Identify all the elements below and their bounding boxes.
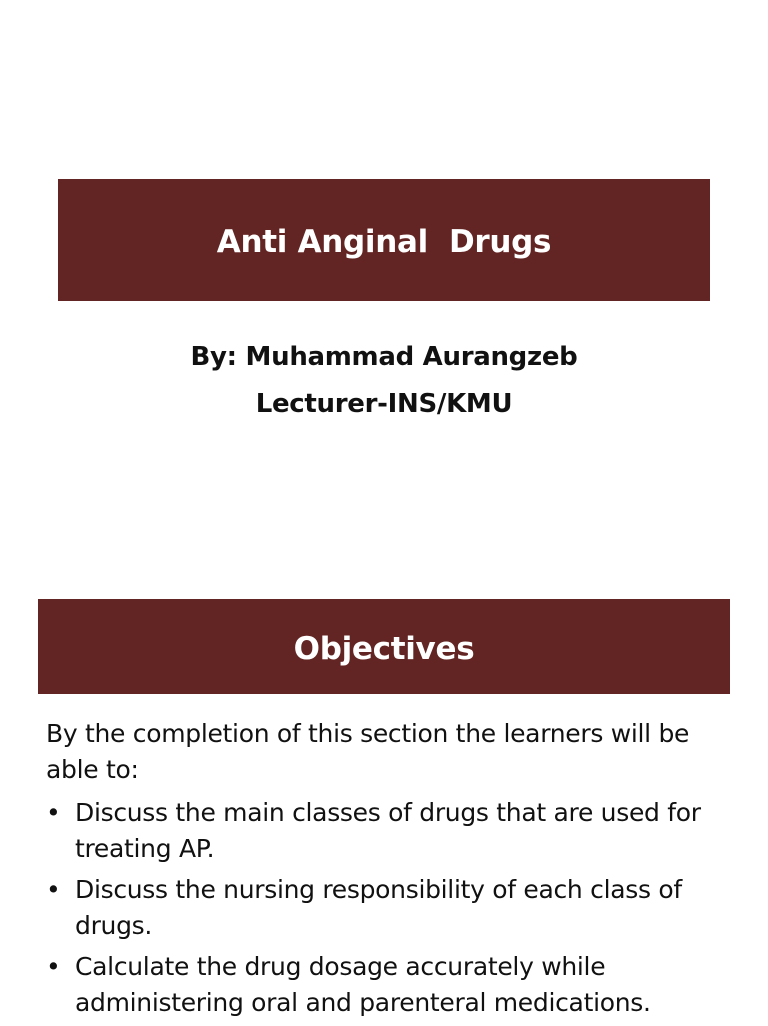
objectives-intro: By the completion of this section the learners will be able to: [46, 719, 690, 784]
author-name: By: Muhammad Aurangzeb [190, 342, 578, 372]
slide-title: Anti Anginal Drugs [216, 224, 552, 260]
author-block [0, 334, 768, 428]
list-item [46, 872, 736, 944]
objectives-banner [38, 599, 730, 694]
bullet-icon: • [46, 952, 61, 981]
author-position: Lecturer-INS/KMU [255, 389, 513, 419]
objectives-list [46, 795, 736, 1026]
list-item [46, 949, 736, 1021]
list-item-text: Calculate the drug dosage accurately while administering oral and parenteral medications. [75, 952, 651, 1017]
title-banner [58, 179, 710, 301]
bullet-icon: • [46, 875, 61, 904]
list-item [46, 795, 736, 867]
objectives-heading: Objectives [293, 630, 475, 667]
bullet-icon: • [46, 798, 61, 827]
list-item-text: Discuss the nursing responsibility of each class of drugs. [75, 875, 682, 940]
list-item-text: Discuss the main classes of drugs that are used for treating AP. [75, 798, 701, 863]
